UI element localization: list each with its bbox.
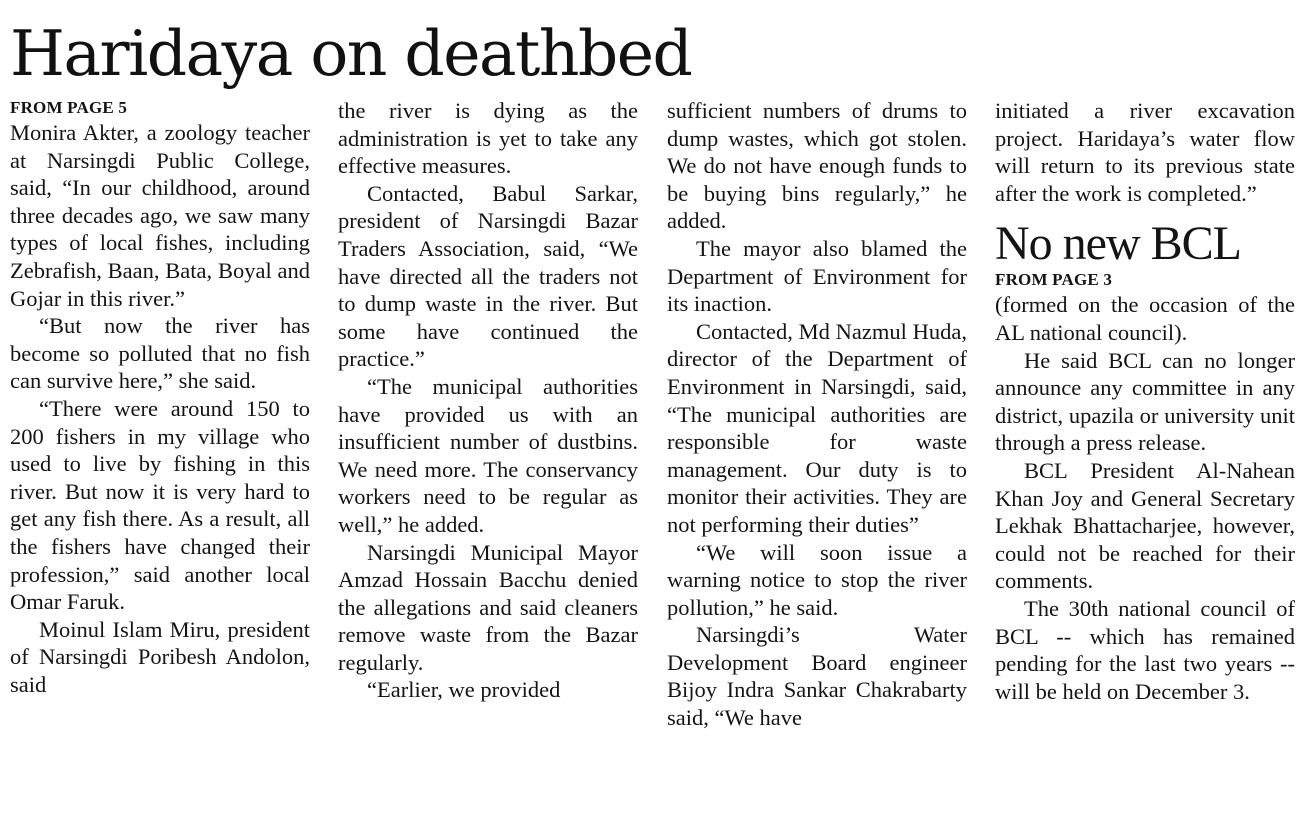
column-2 xyxy=(338,97,638,704)
paragraph: Contacted, Babul Sarkar, president of Narsingdi Bazar Traders Association, said, “We have directed all the traders not to dump waste in the river. But some have continued the practice.” xyxy=(338,180,638,372)
paragraph-continued: sufficient numbers of drums to dump wastes, which got stolen. We do not have enough funds to be buying bins regularly,” he added. xyxy=(667,98,967,234)
paragraph: Monira Akter, a zoology teacher at Narsingdi Public College, said, “In our childhood, around three decades ago, we saw many types of local fishes, including Zebrafish, Baan, Bata, Boyal and Gojar in this river.” xyxy=(10,120,310,311)
column-3 xyxy=(667,97,967,732)
paragraph-continued: the river is dying as the administration is yet to take any effective measures. xyxy=(338,98,638,179)
secondary-headline: No new BCL xyxy=(995,217,1241,271)
paragraph: Narsingdi Municipal Mayor Amzad Hossain Bacchu denied the allegations and said cleaners remove waste from the Bazar regularly. xyxy=(338,539,638,675)
headline: Haridaya on deathbed xyxy=(10,17,692,90)
paragraph: He said BCL can no longer announce any committee in any district, upazila or university unit through a press release. xyxy=(995,347,1295,456)
paragraph: “There were around 150 to 200 fishers in my village who used to live by fishing in this river. But now it is very hard to get any fish there. As a result, all the fishers have changed their profession,” said another local Omar Faruk. xyxy=(10,395,310,615)
paragraph: Moinul Islam Miru, president of Narsingdi Poribesh Andolon, said xyxy=(10,616,310,697)
paragraph: “Earlier, we provided xyxy=(367,677,561,703)
column-1 xyxy=(10,97,310,698)
paragraph: BCL President Al-Nahean Khan Joy and General Secretary Lekhak Bhattacharjee, however, could not be reached for their comments. xyxy=(995,457,1295,594)
paragraph: Narsingdi’s Water Development Board engineer Bijoy Indra Sankar Chakrabarty said, “We have xyxy=(667,622,967,731)
paragraph: The 30th national council of BCL -- which has remained pending for the last two years -- will be held on December 3. xyxy=(995,595,1295,704)
paragraph-continued: initiated a river excavation project. Haridaya’s water flow will return to its previous state after the work is completed.” xyxy=(995,98,1295,206)
paragraph: Contacted, Md Nazmul Huda, director of the Department of Environment in Narsingdi, said, “The municipal authorities are responsible for waste management. Our duty is to monitor their activities. They are not performing their duties” xyxy=(667,318,967,537)
column-4 xyxy=(995,97,1295,705)
continued-from-label: FROM PAGE 3 xyxy=(995,270,1113,290)
paragraph: The mayor also blamed the Department of Environment for its inaction. xyxy=(667,235,967,317)
paragraph: (formed on the occasion of the AL national council). xyxy=(995,292,1295,345)
continued-from-label: FROM PAGE 5 xyxy=(10,98,128,117)
paragraph: “But now the river has become so polluted that no fish can survive here,” she said. xyxy=(10,313,310,394)
paragraph: “We will soon issue a warning notice to stop the river pollution,” he said. xyxy=(667,539,967,620)
paragraph: “The municipal authorities have provided us with an insufficient number of dustbins. We need more. The conservancy workers need to be regular as well,” he added. xyxy=(338,373,638,537)
